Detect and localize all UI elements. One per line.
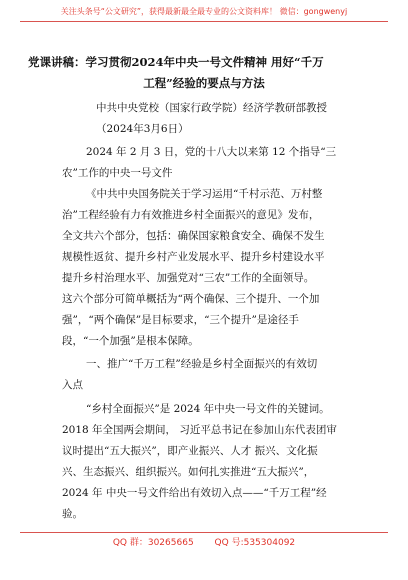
- body-line: 这六个部分可简单概括为“两个确保、三个提升、一个加: [62, 293, 320, 305]
- title-line-1: 党课讲稿：学习贯彻2024年中央一号文件精神 用好“千万: [28, 55, 324, 69]
- body-line: 全文共六个部分，包括：确保国家粮食安全、确保不发生: [62, 230, 325, 242]
- body-line: “乡村全面振兴”是 2024 年中央一号文件的关键词。: [86, 403, 330, 415]
- footer-divider: [20, 532, 388, 533]
- document-title: [28, 52, 380, 94]
- body-line: 提升乡村治理水平、加强党对“三农”工作的全面领导。: [62, 272, 315, 284]
- footer-qq-number: QQ 号:535304092: [214, 538, 296, 548]
- title-line-2: 工程”经验的要点与方法: [143, 76, 265, 90]
- footer: [0, 535, 408, 548]
- body-line: 兴、生态振兴、组织振兴。如何扎实推进“五大振兴”，: [62, 466, 315, 478]
- body-line: 规模性返贫、提升乡村产业发展水平、提升乡村建设水平: [62, 251, 325, 263]
- banner-text: 关注头条号“公文研究”，获得最新最全最专业的公文资料库！ 微信：gongwenyj: [60, 7, 348, 16]
- section-heading: 一、推广“千万工程”经验是乡村全面振兴的有效切: [86, 358, 318, 370]
- footer-qq-group: QQ 群：30265665: [112, 538, 194, 548]
- body-line: 2024 年 2 月 3 日，党的十八大以来第 12 个指导“三: [86, 146, 337, 158]
- body-line: 《中共中央国务院关于学习运用“千村示范、万村整: [86, 188, 323, 200]
- body-line: 段，“一个加强”是根本保障。: [62, 335, 199, 347]
- body-line: 强”，“两个确保”是目标要求，“三个提升”是途径手: [62, 314, 299, 326]
- author-line: 中共中央党校（国家行政学院）经济学教研部教授: [96, 102, 327, 114]
- body-line: 2018 年全国两会期间， 习近平总书记在参加山东代表团审: [62, 424, 337, 436]
- top-banner: [20, 6, 388, 22]
- date-line: （2024年3月6日）: [96, 123, 189, 135]
- body-line: 农”工作的中央一号文件: [62, 167, 173, 179]
- body-line: 验。: [62, 508, 83, 520]
- body-line: 2024 年 中央一号文件给出有效切入点——“千万工程”经: [62, 487, 327, 499]
- body-line: 议时提出“五大振兴”，即产业振兴、人才 振兴、文化振: [62, 445, 318, 457]
- body-line: 治”工程经验有力有效推进乡村全面振兴的意见》发布，: [62, 209, 320, 221]
- section-heading: 入点: [62, 379, 83, 391]
